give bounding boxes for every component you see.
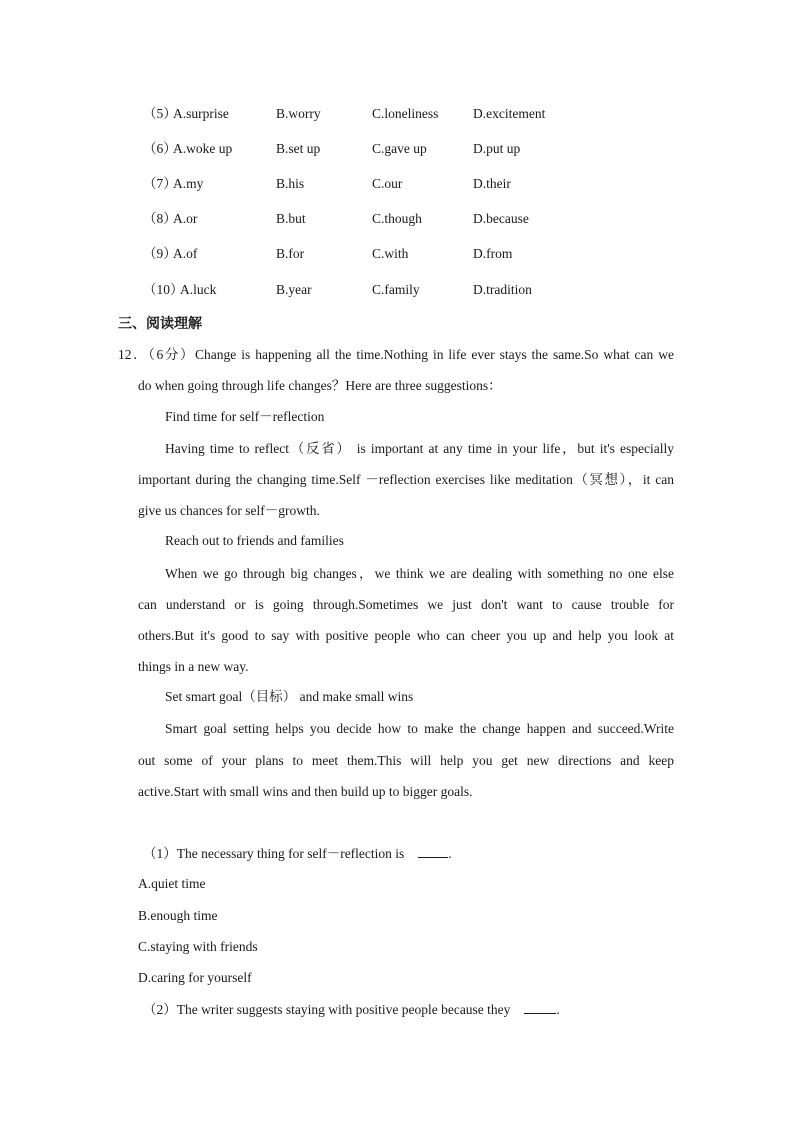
option-c: C.though xyxy=(372,211,422,226)
option-b: B.for xyxy=(276,246,305,261)
option-number: （6） xyxy=(143,141,177,156)
option-number: （9） xyxy=(143,246,177,261)
question-intro-line: do when going through life changes？Here are three suggestions： xyxy=(138,378,502,393)
sub-question-text: （2）The writer suggests staying with positive people because they xyxy=(143,1002,511,1017)
option-row xyxy=(0,244,794,264)
option-d: D.because xyxy=(473,211,529,226)
answer-choice: C.staying with friends xyxy=(138,939,258,954)
sub-question-end: . xyxy=(556,1002,560,1017)
passage-subheading: Find time for self－reflection xyxy=(165,409,325,424)
option-d: D.tradition xyxy=(473,282,532,297)
answer-choice: D.caring for yourself xyxy=(138,970,252,985)
passage-line: things in a new way. xyxy=(138,659,249,674)
passage-line: Having time to reflect（反省） is important at any time in your life，but it's especially xyxy=(165,441,674,456)
option-b: B.but xyxy=(276,211,306,226)
sub-question-stem xyxy=(143,843,452,864)
answer-blank xyxy=(418,843,448,858)
option-a: A.surprise xyxy=(173,106,229,121)
section-title: 三、阅读理解 xyxy=(118,316,202,332)
option-c: C.gave up xyxy=(372,141,427,156)
option-a: A.or xyxy=(173,211,198,226)
passage-subheading: Set smart goal（目标） and make small wins xyxy=(165,689,414,704)
option-row xyxy=(0,104,794,124)
passage-line: others.But it's good to say with positive people who can cheer you up and help you look at xyxy=(138,628,674,643)
option-number: （7） xyxy=(143,176,177,191)
option-number: （8） xyxy=(143,211,177,226)
option-row xyxy=(0,139,794,159)
option-a: A.of xyxy=(173,246,198,261)
option-row xyxy=(0,209,794,229)
option-row xyxy=(0,280,794,300)
option-c: C.with xyxy=(372,246,409,261)
option-c: C.our xyxy=(372,176,403,191)
option-number: （10） xyxy=(143,282,184,297)
option-b: B.his xyxy=(276,176,305,191)
option-b: B.year xyxy=(276,282,312,297)
answer-blank xyxy=(524,999,556,1014)
option-d: D.their xyxy=(473,176,511,191)
option-a: A.woke up xyxy=(173,141,233,156)
passage-line: out some of your plans to meet them.This will help you get new directions and keep xyxy=(138,753,674,768)
option-d: D.from xyxy=(473,246,513,261)
sub-question-text: （1）The necessary thing for self－reflection is xyxy=(143,846,405,861)
passage-subheading: Reach out to friends and families xyxy=(165,533,344,548)
sub-question-end: . xyxy=(448,846,452,861)
passage-line: active.Start with small wins and then build up to bigger goals. xyxy=(138,784,473,799)
option-d: D.put up xyxy=(473,141,521,156)
passage-line: Smart goal setting helps you decide how to make the change happen and succeed.Write xyxy=(165,721,674,736)
answer-choice: A.quiet time xyxy=(138,876,206,891)
passage-line: important during the changing time.Self －reflection exercises like meditation（冥想），it can xyxy=(138,472,674,487)
passage-line: When we go through big changes，we think we are dealing with something no one else xyxy=(165,566,674,581)
option-row xyxy=(0,174,794,194)
option-number: （5） xyxy=(143,106,177,121)
sub-question-stem xyxy=(143,999,560,1020)
option-a: A.luck xyxy=(180,282,217,297)
option-a: A.my xyxy=(173,176,204,191)
answer-choice: B.enough time xyxy=(138,908,218,923)
option-b: B.worry xyxy=(276,106,321,121)
option-c: C.family xyxy=(372,282,420,297)
passage-line: give us chances for self－growth. xyxy=(138,503,320,518)
option-b: B.set up xyxy=(276,141,321,156)
option-d: D.excitement xyxy=(473,106,546,121)
option-c: C.loneliness xyxy=(372,106,439,121)
question-intro-line: 12．（6分）Change is happening all the time.Nothing in life ever stays the same.So what can we xyxy=(118,347,674,362)
passage-line: can understand or is going through.Sometimes we just don't want to cause trouble for xyxy=(138,597,674,612)
